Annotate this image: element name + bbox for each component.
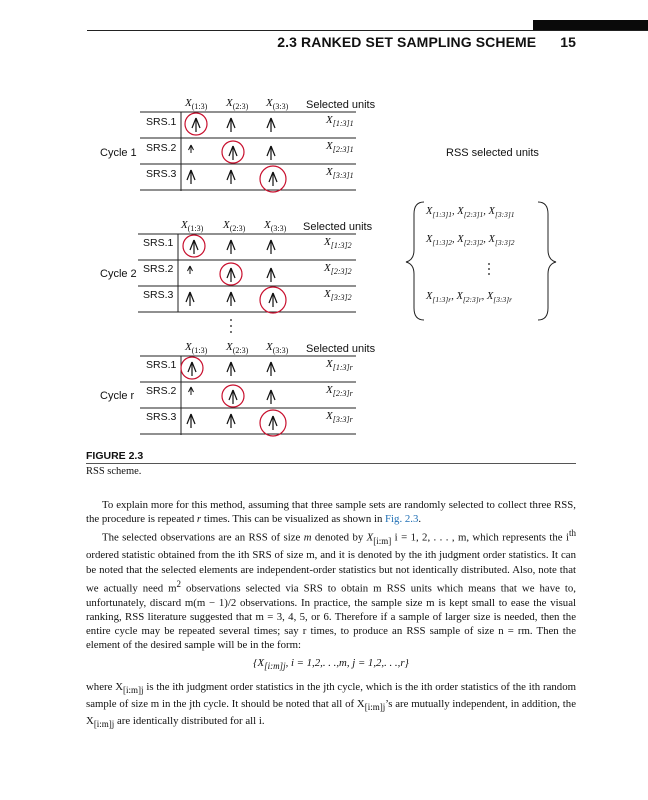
srs-label: SRS.1 [146, 359, 177, 371]
srs-label: SRS.2 [143, 263, 174, 275]
selected-unit: $X_{[2:3]r}$ [326, 384, 353, 399]
selected-units-header: Selected units [303, 221, 373, 233]
figure-rss-scheme [86, 90, 576, 450]
srs-label: SRS.1 [146, 116, 177, 128]
running-head [277, 34, 576, 50]
selected-unit: $X_{[3:3]2}$ [324, 288, 352, 303]
figure-caption-title: FIGURE 2.3 [86, 450, 144, 462]
rss-selected-units-label: RSS selected units [446, 147, 539, 159]
srs-label: SRS.2 [146, 142, 177, 154]
paragraph-3: where $X_{[i:m]j}$ is the ith judgment order statistics in the jth cycle, which is the ith order statistics of the ith random sample of size m in the jth cycle. It should be noted that all of $X_{[i:m]j}’s$ are mutually independent, in addition, the $X_{[i:m]j}$ are identically distributed for all i. [86, 680, 576, 730]
srs-label: SRS.2 [146, 385, 177, 397]
col-header-3: $X_{(3:3)}$ [266, 341, 289, 356]
body-text [86, 498, 576, 732]
col-header-2: $X_{(2:3)}$ [226, 341, 249, 356]
srs-label: SRS.3 [146, 168, 177, 180]
page-number: 15 [560, 34, 576, 50]
section-title: RANKED SET SAMPLING SCHEME [301, 34, 537, 50]
selected-unit: $X_{[1:3]r}$ [326, 358, 353, 373]
header-rule [87, 30, 648, 31]
paragraph-1: To explain more for this method, assuming that three sample sets are randomly selected to collect three RSS, the procedure is repeated r times. This can be visualized as shown in Fig. 2.3. [86, 499, 576, 526]
rss-set-row: $X_{[1:3]2}$, $X_{[2:3]2}$, $X_{[3:3]2}$ [426, 234, 515, 248]
selected-unit: $X_{[3:3]r}$ [326, 410, 353, 425]
cycle-label: Cycle 1 [100, 147, 137, 159]
col-header-1: $X_{(1:3)}$ [185, 341, 208, 356]
col-header-2: $X_{(2:3)}$ [226, 97, 249, 112]
srs-label: SRS.1 [143, 237, 174, 249]
col-header-2: $X_{(2:3)}$ [223, 219, 246, 234]
srs-label: SRS.3 [143, 289, 174, 301]
srs-label: SRS.3 [146, 411, 177, 423]
selected-units-header: Selected units [306, 343, 376, 355]
selected-unit: $X_{[3:3]1}$ [326, 166, 354, 181]
rss-set-row: $X_{[1:3]r}$, $X_{[2:3]r}$, $X_{[3:3]r}$ [426, 291, 513, 305]
figure-reference-link[interactable]: Fig. 2.3 [385, 513, 419, 526]
paragraph-2: The selected observations are an RSS of size m denoted by $X_{[i:m]}$ i = 1, 2, . . . , m, which represents the $i^{th}$ ordered statistic obtained from the ith SRS of size m, and it is denoted by the ith judgment order statistics. It can be noted that the selected elements are independent-order statistics but not identically distributed. Also, note that we actually need $m^2$ observations selected via SRS to obtain m RSS units which means that we have to, unfortunately, discard m(m − 1)/2 observations. In practice, the sample size m is kept small to ease the visual ranking, RSS literature suggested that m = 3, 4, 5, or 6. Therefore if a sample of larger size is needed, then the entire cycle may be repeated several times; say r times, to produce an RSS sample of size n = rm. Then the element of the desired sample will be in the form: [86, 528, 577, 652]
rss-set-row: $X_{[1:3]1}$, $X_{[2:3]1}$, $X_{[3:3]1}$ [426, 206, 515, 220]
header-black-bar [533, 20, 648, 30]
col-header-1: $X_{(1:3)}$ [181, 219, 204, 234]
selected-units-header: Selected units [306, 99, 376, 111]
cycle-label: Cycle 2 [100, 268, 137, 280]
selected-unit: $X_{[2:3]1}$ [326, 140, 354, 155]
col-header-3: $X_{(3:3)}$ [264, 219, 287, 234]
set-vertical-ellipsis [486, 262, 492, 278]
figure-caption: RSS scheme. [86, 466, 142, 477]
col-header-3: $X_{(3:3)}$ [266, 97, 289, 112]
cycle-label: Cycle r [100, 390, 135, 402]
section-number: 2.3 [277, 34, 298, 50]
col-header-1: $X_{(1:3)}$ [185, 97, 208, 112]
caption-rule [86, 463, 576, 464]
vertical-ellipsis [230, 319, 232, 333]
selected-unit: $X_{[1:3]2}$ [324, 236, 352, 251]
selected-unit: $X_{[2:3]2}$ [324, 262, 352, 277]
selected-unit: $X_{[1:3]1}$ [326, 114, 354, 129]
display-equation: {$X_{[i:m]j}$, i = 1,2,. . .,m, j = 1,2,. . .,r} [253, 657, 409, 672]
